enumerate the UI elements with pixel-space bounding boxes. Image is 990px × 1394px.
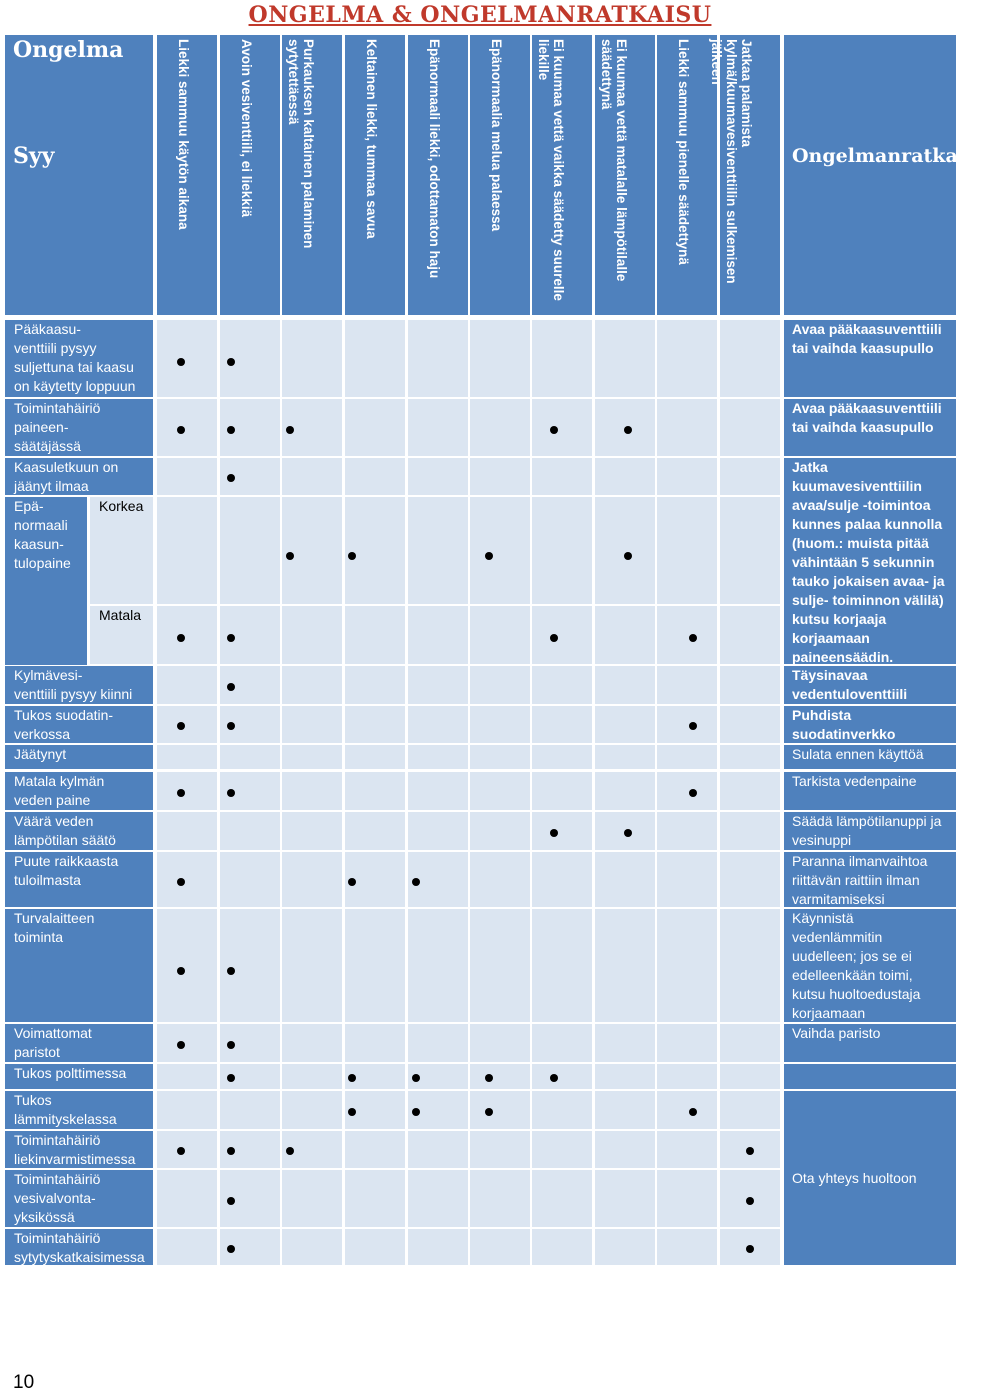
matrix-cell: [282, 1170, 342, 1227]
matrix-cell: [345, 1170, 405, 1227]
matrix-cell: [408, 812, 468, 850]
matrix-cell: [720, 399, 780, 456]
matrix-cell: [532, 852, 592, 907]
matrix-cell: [282, 1229, 342, 1265]
matrix-cell: [532, 606, 592, 664]
solution-cell: Ota yhteys huoltoon: [784, 1091, 956, 1265]
matrix-cell: [282, 1091, 342, 1129]
matrix-cell: [282, 706, 342, 743]
matrix-cell: [720, 666, 780, 704]
cause-cell: Toimintahäiriö liekinvarmistimessa: [5, 1131, 153, 1168]
matrix-cell: [345, 1131, 405, 1168]
matrix-cell: [532, 1131, 592, 1168]
matrix-cell: [470, 745, 530, 769]
marker-dot: [286, 552, 294, 560]
matrix-cell: [532, 812, 592, 850]
matrix-cell: [595, 745, 655, 769]
cause-cell: Tukos lämmityskelassa: [5, 1091, 153, 1129]
problem-label: Avoin vesiventtiili, ei liekkiä: [239, 39, 254, 218]
matrix-cell: [220, 852, 280, 907]
matrix-cell: [220, 812, 280, 850]
page-number: 10: [13, 1372, 35, 1393]
matrix-cell: [345, 1024, 405, 1062]
matrix-cell: [345, 1229, 405, 1265]
matrix-cell: [220, 497, 280, 604]
matrix-cell: [470, 1229, 530, 1265]
matrix-cell: [595, 706, 655, 743]
matrix-cell: [282, 812, 342, 850]
solution-cell: Vaihda paristo: [784, 1024, 956, 1062]
matrix-cell: [720, 458, 780, 495]
solution-cell: Tarkista vedenpaine: [784, 772, 956, 810]
matrix-cell: [345, 745, 405, 769]
marker-dot: [746, 1245, 754, 1253]
matrix-cell: [157, 909, 217, 1022]
marker-dot: [348, 1074, 356, 1082]
matrix-cell: [720, 745, 780, 769]
marker-dot: [485, 552, 493, 560]
matrix-cell: [470, 909, 530, 1022]
matrix-cell: [345, 497, 405, 604]
matrix-cell: [595, 772, 655, 810]
problem-label: Liekki sammuu pienelle säädettynä: [676, 39, 691, 265]
matrix-cell: [470, 706, 530, 743]
solution-cell: Jatka kuumavesiventtiilin avaa/sulje -toimintoa kunnes palaa kunnolla (huom.: muista pitää vähintään 5 sekunnin tauko jokaisen avaa- ja sulje- toiminnon välilä) kutsu korjaaja korjaamaan paineensäädin.: [784, 458, 956, 664]
matrix-cell: [282, 1024, 342, 1062]
marker-dot: [348, 1108, 356, 1116]
marker-dot: [227, 1074, 235, 1082]
matrix-cell: [345, 909, 405, 1022]
matrix-cell: [470, 772, 530, 810]
solution-cell: [784, 1064, 956, 1089]
matrix-cell: [282, 1064, 342, 1089]
marker-dot: [348, 552, 356, 560]
matrix-cell: [532, 772, 592, 810]
matrix-cell: [345, 666, 405, 704]
marker-dot: [412, 1108, 420, 1116]
matrix-cell: [157, 399, 217, 456]
problem-label: Purkauksen kaltainen palaminen sytytettäessä: [286, 39, 316, 249]
matrix-cell: [720, 706, 780, 743]
matrix-cell: [345, 399, 405, 456]
matrix-cell: [282, 458, 342, 495]
matrix-cell: [595, 320, 655, 397]
problem-label: Ongelma: [13, 37, 124, 63]
matrix-cell: [595, 458, 655, 495]
matrix-cell: [657, 909, 717, 1022]
matrix-cell: [345, 458, 405, 495]
matrix-cell: [532, 666, 592, 704]
matrix-cell: [532, 1229, 592, 1265]
solution-cell: Avaa pääkaasuventtiili tai vaihda kaasupullo: [784, 320, 956, 397]
cause-cell: Matala kylmän veden paine: [5, 772, 153, 810]
matrix-cell: [657, 852, 717, 907]
matrix-cell: [282, 497, 342, 604]
matrix-cell: [157, 1091, 217, 1129]
cause-cell: Jäätynyt: [5, 745, 153, 769]
matrix-cell: [657, 497, 717, 604]
marker-dot: [177, 1041, 185, 1049]
marker-dot: [177, 789, 185, 797]
matrix-cell: [157, 320, 217, 397]
matrix-cell: [408, 1170, 468, 1227]
cause-cell: Tukos polttimessa: [5, 1064, 153, 1089]
matrix-cell: [157, 606, 217, 664]
matrix-cell: [157, 1024, 217, 1062]
matrix-cell: [157, 812, 217, 850]
marker-dot: [485, 1074, 493, 1082]
matrix-cell: [595, 1024, 655, 1062]
matrix-cell: [220, 745, 280, 769]
matrix-cell: [595, 606, 655, 664]
matrix-cell: [595, 1091, 655, 1129]
matrix-cell: [282, 909, 342, 1022]
matrix-cell: [657, 320, 717, 397]
cause-cell: Pääkaasu- venttiili pysyy suljettuna tai kaasu on käytetty loppuun: [5, 320, 153, 397]
marker-dot: [689, 634, 697, 642]
matrix-cell: [532, 745, 592, 769]
matrix-cell: [657, 745, 717, 769]
problem-cause-header: [5, 35, 153, 315]
matrix-cell: [470, 606, 530, 664]
matrix-cell: [657, 666, 717, 704]
matrix-cell: [408, 497, 468, 604]
matrix-cell: [595, 909, 655, 1022]
marker-dot: [412, 1074, 420, 1082]
problem-label: Ei kuumaa vettä matalalle lämpötilalle säädettynä: [599, 39, 629, 282]
marker-dot: [227, 789, 235, 797]
matrix-cell: [157, 745, 217, 769]
cause-cell: Toimintahäiriö paineen- säätäjässä: [5, 399, 153, 456]
matrix-cell: [282, 666, 342, 704]
matrix-cell: [532, 1024, 592, 1062]
matrix-cell: [595, 497, 655, 604]
matrix-cell: [470, 666, 530, 704]
matrix-cell: [408, 1131, 468, 1168]
problem-label: Epänormaali liekki, odottamaton haju: [427, 39, 442, 279]
cause-cell: Turvalaitteen toiminta: [5, 909, 153, 1022]
matrix-cell: [408, 1229, 468, 1265]
matrix-cell: [157, 772, 217, 810]
matrix-cell: [408, 320, 468, 397]
matrix-cell: [282, 772, 342, 810]
matrix-cell: [532, 458, 592, 495]
matrix-cell: [595, 1064, 655, 1089]
matrix-cell: [720, 1064, 780, 1089]
matrix-cell: [532, 320, 592, 397]
matrix-cell: [720, 1024, 780, 1062]
matrix-cell: [720, 497, 780, 604]
matrix-cell: [470, 399, 530, 456]
matrix-cell: [470, 458, 530, 495]
marker-dot: [227, 1041, 235, 1049]
matrix-cell: [345, 606, 405, 664]
solution-label: Ongelmanratkaisu: [792, 145, 990, 167]
marker-dot: [689, 1108, 697, 1116]
marker-dot: [689, 789, 697, 797]
matrix-cell: [408, 458, 468, 495]
matrix-cell: [595, 1170, 655, 1227]
problem-label: Ei kuumaa vettä vaikka säädetty suurelle liekille: [536, 39, 566, 301]
marker-dot: [624, 829, 632, 837]
matrix-cell: [532, 1064, 592, 1089]
matrix-cell: [595, 1229, 655, 1265]
matrix-cell: [470, 812, 530, 850]
matrix-cell: [720, 1091, 780, 1129]
matrix-cell: [657, 772, 717, 810]
matrix-cell: [657, 606, 717, 664]
matrix-cell: [157, 458, 217, 495]
page-title: ONGELMA & ONGELMANRATKAISU: [248, 2, 712, 28]
matrix-cell: [345, 706, 405, 743]
matrix-cell: [345, 772, 405, 810]
marker-dot: [550, 1074, 558, 1082]
solution-cell: Täysinavaa vedentuloventtiili: [784, 666, 956, 704]
matrix-cell: [408, 606, 468, 664]
matrix-cell: [157, 666, 217, 704]
matrix-cell: [657, 399, 717, 456]
marker-dot: [550, 829, 558, 837]
matrix-cell: [345, 320, 405, 397]
matrix-cell: [657, 706, 717, 743]
matrix-cell: [720, 772, 780, 810]
solution-cell: Säädä lämpötilanuppi ja vesinuppi: [784, 812, 956, 850]
matrix-cell: [408, 666, 468, 704]
matrix-cell: [720, 320, 780, 397]
matrix-cell: [532, 399, 592, 456]
matrix-cell: [345, 812, 405, 850]
matrix-cell: [470, 1170, 530, 1227]
cause-cell: Kaasuletkuun on jäänyt ilmaa: [5, 458, 153, 495]
matrix-cell: [532, 706, 592, 743]
matrix-cell: [470, 852, 530, 907]
subcause-cell: Matala: [90, 606, 153, 664]
matrix-cell: [720, 852, 780, 907]
matrix-cell: [282, 745, 342, 769]
matrix-cell: [282, 320, 342, 397]
marker-dot: [485, 1108, 493, 1116]
matrix-cell: [470, 1024, 530, 1062]
matrix-cell: [657, 812, 717, 850]
matrix-cell: [157, 1170, 217, 1227]
matrix-cell: [157, 1229, 217, 1265]
matrix-cell: [532, 1091, 592, 1129]
cause-cell: Kylmävesi- venttiili pysyy kiinni: [5, 666, 153, 704]
matrix-cell: [408, 745, 468, 769]
marker-dot: [227, 683, 235, 691]
matrix-cell: [532, 497, 592, 604]
matrix-cell: [657, 1170, 717, 1227]
solution-cell: Käynnistä vedenlämmitin uudelleen; jos se ei edelleenkään toimi, kutsu huoltoedustaja korjaamaan: [784, 909, 956, 1022]
cause-cell: Toimintahäiriö sytytyskatkaisimessa: [5, 1229, 153, 1265]
matrix-cell: [532, 1170, 592, 1227]
solution-cell: Avaa pääkaasuventtiili tai vaihda kaasupullo: [784, 399, 956, 456]
matrix-cell: [470, 1064, 530, 1089]
matrix-cell: [595, 1131, 655, 1168]
matrix-cell: [157, 497, 217, 604]
cause-cell: Toimintahäiriö vesivalvonta- yksikössä: [5, 1170, 153, 1227]
matrix-cell: [470, 497, 530, 604]
matrix-cell: [470, 1131, 530, 1168]
matrix-cell: [157, 706, 217, 743]
matrix-cell: [157, 852, 217, 907]
matrix-cell: [157, 1064, 217, 1089]
matrix-cell: [282, 852, 342, 907]
solution-header: [784, 35, 990, 315]
matrix-cell: [657, 1064, 717, 1089]
matrix-cell: [720, 606, 780, 664]
matrix-cell: [657, 458, 717, 495]
problem-label: Jatkaa palamista kylmä/kuumavesiventtiilin sulkemisen jälkeen: [709, 39, 754, 284]
marker-dot: [227, 1245, 235, 1253]
matrix-cell: [657, 1229, 717, 1265]
matrix-cell: [408, 1024, 468, 1062]
matrix-cell: [408, 909, 468, 1022]
cause-cell: Epä- normaali kaasun- tulopaine: [5, 497, 87, 665]
problem-label: Liekki sammuu käytön aikana: [176, 39, 191, 230]
subcause-cell: Korkea: [90, 497, 153, 604]
marker-dot: [550, 634, 558, 642]
problem-column-header: [709, 35, 780, 315]
matrix-cell: [470, 320, 530, 397]
matrix-cell: [220, 909, 280, 1022]
matrix-cell: [595, 852, 655, 907]
cause-cell: Tukos suodatin- verkossa: [5, 706, 153, 743]
matrix-cell: [657, 1131, 717, 1168]
matrix-cell: [282, 606, 342, 664]
marker-dot: [227, 634, 235, 642]
matrix-cell: [595, 666, 655, 704]
matrix-cell: [408, 399, 468, 456]
matrix-cell: [220, 1091, 280, 1129]
cause-cell: Väärä veden lämpötilan säätö: [5, 812, 153, 850]
matrix-cell: [157, 1131, 217, 1168]
marker-dot: [624, 552, 632, 560]
matrix-cell: [657, 1091, 717, 1129]
solution-cell: Sulata ennen käyttöä: [784, 745, 956, 769]
solution-cell: Puhdista suodatinverkko: [784, 706, 956, 743]
matrix-cell: [720, 812, 780, 850]
problem-label: Epänormaalia melua palaessa: [489, 39, 504, 232]
matrix-cell: [470, 1091, 530, 1129]
problem-label: Keltainen liekki, tummaa savua: [364, 39, 379, 239]
matrix-cell: [408, 706, 468, 743]
cause-cell: Voimattomat paristot: [5, 1024, 153, 1062]
cause-label: Syy: [13, 143, 55, 169]
marker-dot: [177, 634, 185, 642]
solution-cell: Paranna ilmanvaihtoa riittävän raittiin ilman varmitamiseksi: [784, 852, 956, 907]
cause-cell: Puute raikkaasta tuloilmasta: [5, 852, 153, 907]
matrix-cell: [408, 772, 468, 810]
matrix-cell: [720, 909, 780, 1022]
matrix-cell: [532, 909, 592, 1022]
matrix-cell: [657, 1024, 717, 1062]
